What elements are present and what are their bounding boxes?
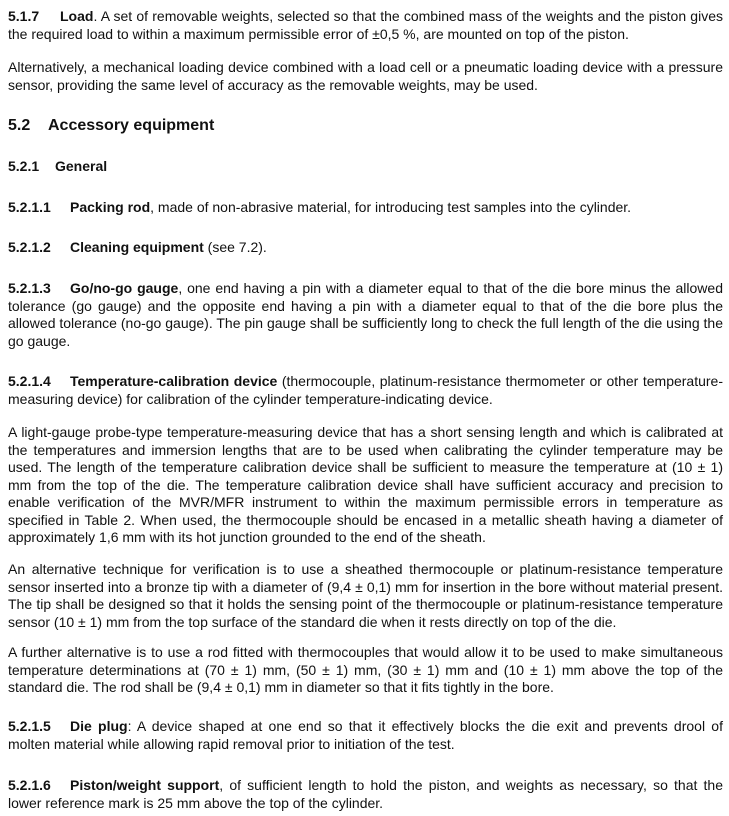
clause-text: , one end having a pin with a diameter equal to that of the die bore minus the allowed tolerance (go gauge) and the opposite end having a pin with a diameter equal to that of the die bore plus the allowed tolerance (no-go gauge). The pin gauge shall be sufficiently long to check the full length of the die using the go gauge. [8,280,723,349]
clause-5-2-1-6 [8,777,723,812]
subsection-title: General [55,158,108,174]
clause-5-2-1-3 [8,280,723,350]
clause-term: Go/no-go gauge [70,280,179,296]
clause-text: , made of non-abrasive material, for introducing test samples into the cylinder. [150,199,632,215]
paragraph-probe-device [8,424,723,547]
clause-5-1-7 [8,8,723,43]
paragraph-text: An alternative technique for verification is to use a sheathed thermocouple or platinum-resistance temperature sensor inserted into a bronze tip with a diameter of (9,4 ± 0,1) mm for insertion in the bore without material present. The tip shall be designed so that it holds the sensing point of the thermocouple or platinum-resistance temperature sensor (10 ± 1) mm from the top surface of the standard die when it rests directly on top of the die. [8,561,723,630]
paragraph-rod-thermocouples [8,644,723,697]
section-title: Accessory equipment [48,117,215,134]
clause-term: Packing rod [70,199,151,215]
clause-5-2-1-4 [8,373,723,408]
clause-term: Temperature-calibration device [70,373,278,389]
clause-number: 5.2.1.3 [8,280,51,296]
paragraph-text: Alternatively, a mechanical loading device combined with a load cell or a pneumatic loading device with a pressure sensor, providing the same level of accuracy as the removable weights, may be used. [8,59,723,93]
subsection-number: 5.2.1 [8,158,40,174]
clause-number: 5.2.1.5 [8,718,51,734]
clause-text: (see 7.2). [203,239,267,255]
clause-number: 5.2.1.1 [8,199,51,215]
clause-term: Cleaning equipment [70,239,204,255]
clause-text: , of sufficient length to hold the piston, and weights as necessary, so that the lower reference mark is 25 mm above the top of the cylinder. [8,777,724,811]
clause-term: Load [60,8,94,24]
clause-number: 5.2.1.2 [8,239,51,255]
clause-term: Piston/weight support [70,777,220,793]
clause-5-2-1-1 [8,199,723,217]
clause-5-2-1-5 [8,718,723,753]
paragraph-text: A further alternative is to use a rod fitted with thermocouples that would allow it to be used to make simultaneous temperature determinations at (70 ± 1) mm, (50 ± 1) mm, (30 ± 1) mm and (10 ± 1) mm above the top of the standard die. The rod shall be (9,4 ± 0,1) mm in diameter so that it fits tightly in the bore. [8,644,723,695]
clause-text: : A device shaped at one end so that it effectively blocks the die exit and prevents drool of molten material while allowing rapid removal prior to initiation of the test. [8,718,723,752]
clause-text: . A set of removable weights, selected so that the combined mass of the weights and the piston gives the required load to within a maximum permissible error of ±0,5 %, are mounted on top of the piston. [8,8,723,42]
section-heading-5-2 [8,116,723,136]
clause-number: 5.1.7 [8,8,40,24]
subsection-heading-5-2-1 [8,158,723,176]
clause-5-2-1-2 [8,239,723,257]
clause-number: 5.2.1.6 [8,777,51,793]
clause-number: 5.2.1.4 [8,373,51,389]
clause-term: Die plug [70,718,128,734]
paragraph-alternative-loading [8,59,723,94]
section-number: 5.2 [8,117,31,134]
paragraph-text: A light-gauge probe-type temperature-measuring device that has a short sensing length and which is calibrated at the temperatures and immersion lengths that are to be used when calibrating the cylinder temperature may be used. The length of the temperature calibration device shall be sufficient to measure the temperature at (10 ± 1) mm from the top of the die. The temperature calibration device shall have sufficient accuracy and precision to enable verification of the MVR/MFR instrument to within the maximum permissible errors in temperature as specified in Table 2. When used, the thermocouple should be encased in a metallic sheath having a diameter of approximately 1,6 mm with its hot junction grounded to the end of the sheath. [8,424,723,545]
clause-text: (thermocouple, platinum-resistance thermometer or other temperature-measuring device) for calibration of the cylinder temperature-indicating device. [8,373,724,407]
paragraph-sheathed-thermocouple [8,561,723,631]
